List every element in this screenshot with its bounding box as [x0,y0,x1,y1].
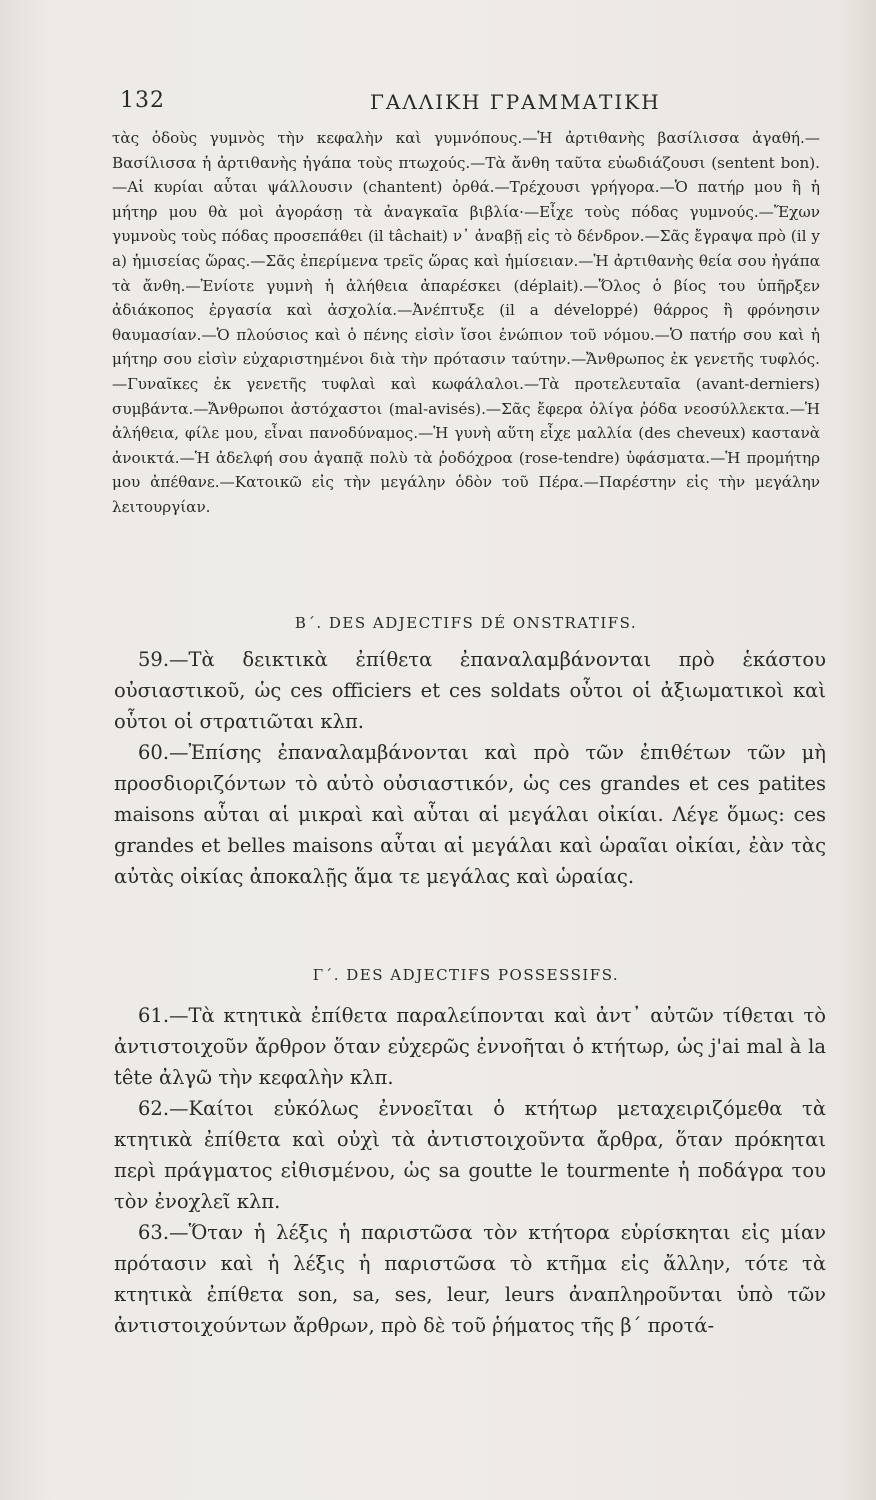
section-heading-possessives: Γ΄. DES ADJECTIFS POSSESSIFS. [312,966,620,984]
examples-paragraph: τὰς ὁδοὺς γυμνὸς τὴν κεφαλὴν καὶ γυμνόπους.—Ἡ ἀρτιθανὴς βασίλισσα ἀγαθή.—Βασίλισσα ἡ ἀρτιθανὴς ἠγάπα τοὺς πτωχούς.—Τὰ ἄνθη ταῦτα εὐωδιάζουσι (sentent bon).—Αἱ κυρίαι αὗται ψάλλουσιν (chantent) ὀρθά.—Τρέχουσι γρήγορα.—Ὁ πατήρ μου ἢ ἡ μήτηρ μου θὰ μοὶ ἀγοράσῃ τὰ ἀναγκαῖα βιβλία·—Εἶχε τοὺς πόδας γυμνούς.—Ἔχων γυμνοὺς τοὺς πόδας προσεπάθει (il tâchait) ν᾽ ἀναβῇ εἰς τὸ δένδρον.—Σᾶς ἔγραψα πρὸ (il y a) ἡμισείας ὥρας.—Σᾶς ἐπερίμενα τρεῖς ὥρας καὶ ἡμίσειαν.—Ἡ ἀρτιθανὴς θεία σου ἠγάπα τὰ ἄνθη.—Ἐνίοτε γυμνὴ ἡ ἀλήθεια ἀπαρέσκει (déplait).—Ὅλος ὁ βίος του ὑπῆρξεν ἀδιάκοπος ἐργασία καὶ ἀσχολία.—Ἀνέπτυξε (il a développé) θάρρος ἢ φρόνησιν θαυμασίαν.—Ὁ πλούσιος καὶ ὁ πένης εἰσὶν ἴσοι ἐνώπιον τοῦ νόμου.—Ὁ πατήρ σου καὶ ἡ μήτηρ σου εἰσὶν εὐχαριστημένοι διὰ τὴν πρότασιν ταύτην.—Ἄνθρωπος ἐκ γενετῆς τυφλός.—Γυναῖκες ἐκ γενετῆς τυφλαὶ καὶ κωφάλαλοι.—Τὰ προτελευταῖα (avant-derniers) συμβάντα.—Ἄνθρωποι ἀστόχαστοι (mal-avisés).—Σᾶς ἔφερα ὀλίγα ῥόδα νεοσύλλεκτα.—Ἡ ἀλήθεια, φίλε μου, εἶναι πανοδύναμος.—Ἡ γυνὴ αὕτη εἶχε μαλλία (des cheveux) καστανὰ ἀνοικτά.—Ἡ ἀδελφή σου ἀγαπᾷ πολὺ τὰ ῥοδόχροα (rose-tendre) ὑφάσματα.—Ἡ προμήτηρ μου ἀπέθανε.—Κατοικῶ εἰς τὴν μεγάλην ὁδὸν τοῦ Πέρα.—Παρέστην εἰς τὴν μεγάλην λειτουργίαν. [112,129,820,516]
section-demonstratives [114,644,826,892]
paragraph-60: 60.—Ἐπίσης ἐπαναλαμβάνονται καὶ πρὸ τῶν ἐπιθέτων τῶν μὴ προσδιοριζόντων τὸ αὐτὸ οὐσιαστικόν, ὡς ces grandes et ces patites maisons αὗται αἱ μικραὶ καὶ αὗται αἱ μεγάλαι οἰκίαι. Λέγε ὅμως: ces grandes et belles maisons αὗται αἱ μεγάλαι καὶ ὡραῖαι οἰκίαι, ἐὰν τὰς αὐτὰς οἰκίας ἀποκαλῇς ἅμα τε μεγάλας καὶ ὡραίας. [114,741,826,888]
paragraph-62: 62.—Καίτοι εὐκόλως ἐννοεῖται ὁ κτήτωρ μεταχειριζόμεθα τὰ κτητικὰ ἐπίθετα καὶ οὐχὶ τὰ ἀντιστοιχοῦντα ἄρθρα, ὅταν πρόκηται περὶ πράγματος εἰθισμένου, ὡς sa goutte le tourmente ἡ ποδάγρα του τὸν ἐνοχλεῖ κλπ. [114,1097,826,1213]
section-heading-demonstratives: Β΄. DES ADJECTIFS DÉ ONSTRATIFS. [294,614,638,632]
paragraph-63: 63.—Ὅταν ἡ λέξις ἡ παριστῶσα τὸν κτήτορα εὑρίσκηται εἰς μίαν πρότασιν καὶ ἡ λέξις ἡ παριστῶσα τὸ κτῆμα εἰς ἄλλην, τότε τὰ κτητικὰ ἐπίθετα son, sa, ses, leur, leurs ἀναπληροῦνται ὑπὸ τῶν ἀντιστοιχούντων ἄρθρων, πρὸ δὲ τοῦ ῥήματος τῆς β΄ προτά- [114,1221,826,1337]
paragraph-61: 61.—Τὰ κτητικὰ ἐπίθετα παραλείπονται καὶ ἀντ᾽ αὐτῶν τίθεται τὸ ἀντιστοιχοῦν ἄρθρον ὅταν εὐχερῶς ἐννοῆται ὁ κτήτωρ, ὡς j'ai mal à la tête ἀλγῶ τὴν κεφαλὴν κλπ. [114,1004,826,1089]
page-header [120,88,840,128]
page-number: 132 [120,88,165,113]
section-possessives [114,1000,826,1341]
examples-block [112,126,820,520]
running-title: ΓΑΛΛΙΚΗ ΓΡΑΜΜΑΤΙΚΗ [370,90,661,114]
paragraph-59: 59.—Τὰ δεικτικὰ ἐπίθετα ἐπαναλαμβάνονται πρὸ ἑκάστου οὐσιαστικοῦ, ὡς ces officiers et ces soldats οὗτοι οἱ ἀξιωματικοὶ καὶ οὗτοι οἱ στρατιῶται κλπ. [114,648,826,733]
